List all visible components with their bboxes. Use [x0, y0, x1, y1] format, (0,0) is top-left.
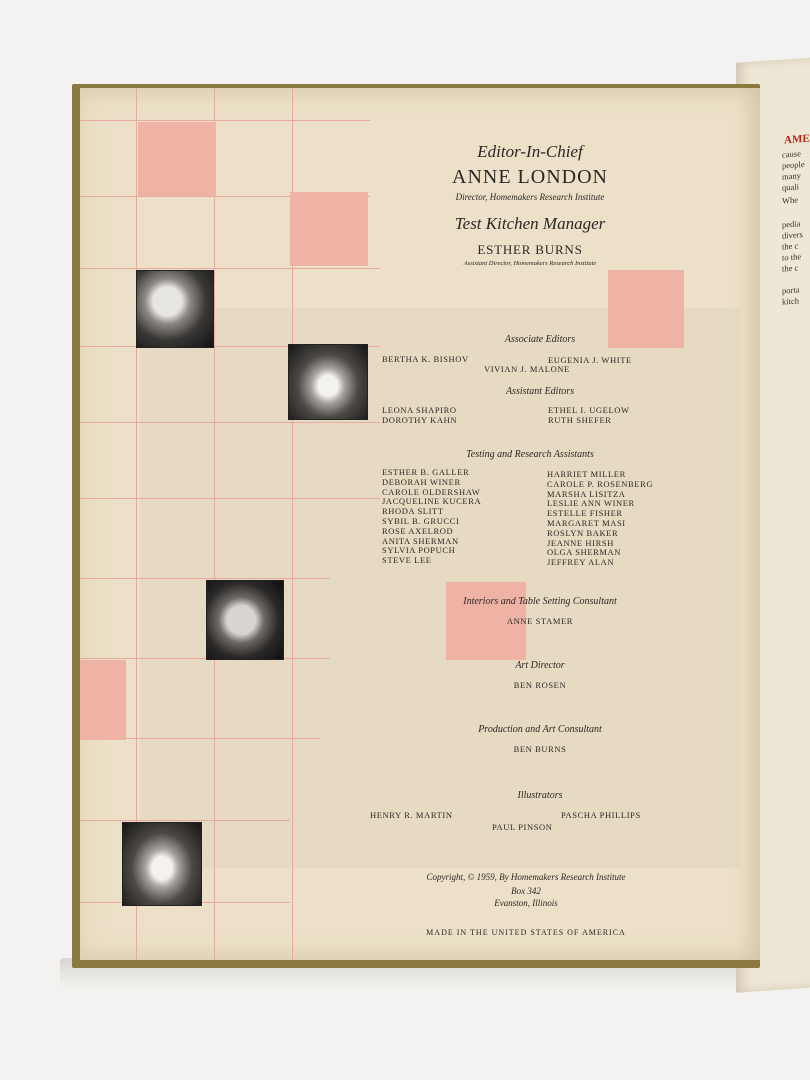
grid-rule [80, 820, 290, 821]
name-item: DOROTHY KAHN [382, 414, 458, 425]
name-item: RHODA SLITT [382, 506, 444, 517]
facing-page-initial: AME [784, 132, 810, 147]
facing-line: to the [782, 251, 802, 263]
food-photo [206, 580, 284, 660]
associate-right: EUGENIA J. WHITE [548, 355, 632, 365]
kitchen-role: Test Kitchen Manager [454, 214, 606, 233]
art-heading: Art Director [515, 660, 565, 671]
kitchen-title: Assistant Director, Homemakers Research Institute [463, 260, 597, 267]
grid-rule [80, 578, 330, 579]
name-item: ANITA SHERMAN [382, 535, 459, 546]
copyright-line-1: Copyright, © 1959, By Homemakers Research Institute [426, 872, 626, 882]
illustrator-center: PAUL PINSON [492, 822, 553, 832]
name-item: OLGA SHERMAN [547, 547, 622, 558]
copyright-line-3: Evanston, Illinois [494, 898, 558, 908]
art-name: BEN ROSEN [513, 680, 567, 690]
facing-line: the c [782, 262, 799, 274]
facing-line: kitch [782, 295, 799, 307]
grid-rule [80, 498, 380, 499]
name-item: DEBORAH WINER [382, 476, 461, 487]
facing-line: porta [782, 284, 800, 296]
name-item: JACQUELINE KUCERA [382, 496, 482, 507]
title-page [80, 88, 760, 960]
facing-line: people [782, 158, 805, 171]
pink-square [138, 122, 216, 196]
associate-heading: Associate Editors [504, 334, 576, 345]
name-item: RUTH SHEFER [548, 414, 612, 425]
facing-line: many [782, 170, 801, 182]
testing-heading: Testing and Research Assistants [466, 449, 594, 460]
grid-rule [80, 268, 380, 269]
interiors-name: ANNE STAMER [506, 616, 574, 626]
associate-center: VIVIAN J. MALONE [484, 364, 570, 374]
illustrators-heading: Illustrators [517, 790, 563, 801]
pink-square [290, 192, 368, 266]
food-photo [136, 270, 214, 348]
name-item: JEFFREY ALAN [547, 557, 615, 568]
grid-rule [80, 120, 370, 121]
illustrator-right: PASCHA PHILLIPS [561, 810, 641, 820]
name-item: HARRIET MILLER [547, 469, 626, 479]
name-item: JEANNE HIRSH [547, 537, 614, 548]
interiors-heading: Interiors and Table Setting Consultant [463, 596, 617, 607]
made-in-usa: MADE IN THE UNITED STATES OF AMERICA [426, 928, 626, 937]
name-item: ROSE AXELROD [382, 525, 454, 536]
name-item: CAROLE P. ROSENBERG [547, 478, 654, 489]
production-heading: Production and Art Consultant [478, 724, 602, 735]
testing-right-col [547, 470, 653, 568]
name-item: ROSLYN BAKER [547, 527, 619, 538]
food-photo [288, 344, 368, 420]
production-name: BEN BURNS [513, 744, 567, 754]
name-item: ETHEL I. UGELOW [548, 405, 630, 415]
name-item: ESTELLE FISHER [547, 508, 623, 519]
kitchen-name: ESTHER BURNS [477, 242, 583, 257]
testing-left-col [382, 468, 481, 566]
copyright-line-2: Box 342 [511, 886, 541, 896]
facing-line: quali [782, 181, 799, 193]
grid-rule [214, 88, 215, 960]
facing-line: Whe [782, 194, 799, 206]
name-item: CAROLE OLDERSHAW [382, 486, 481, 497]
facing-line: the c [782, 240, 799, 252]
name-item: STEVE LEE [382, 555, 432, 566]
facing-line: cause [782, 148, 801, 160]
grid-rule [80, 422, 380, 423]
associate-left: BERTHA K. BISHOV [382, 354, 469, 364]
name-item: MARGARET MASI [547, 517, 626, 528]
name-item: ESTHER B. GALLER [382, 467, 470, 477]
assistant-right-col [548, 406, 630, 426]
food-photo [122, 822, 202, 906]
name-item: LEONA SHAPIRO [382, 405, 457, 415]
name-item: MARSHA LISITZA [547, 488, 626, 499]
editor-name: ANNE LONDON [452, 166, 608, 188]
facing-line: divers [782, 229, 803, 241]
assistant-heading: Assistant Editors [505, 386, 575, 397]
name-item: LESLIE ANN WINER [547, 498, 635, 509]
name-item: SYLVIA POPUCH [382, 545, 456, 556]
pink-square [80, 660, 126, 740]
editor-role: Editor-In-Chief [477, 142, 583, 161]
illustrator-left: HENRY R. MARTIN [370, 810, 453, 820]
name-item: SYBIL B. GRUCCI [382, 515, 460, 526]
grid-rule [80, 658, 330, 659]
facing-line: pedia [782, 218, 801, 230]
assistant-left-col [382, 406, 457, 426]
editor-title: Director, Homemakers Research Institute [455, 192, 605, 202]
